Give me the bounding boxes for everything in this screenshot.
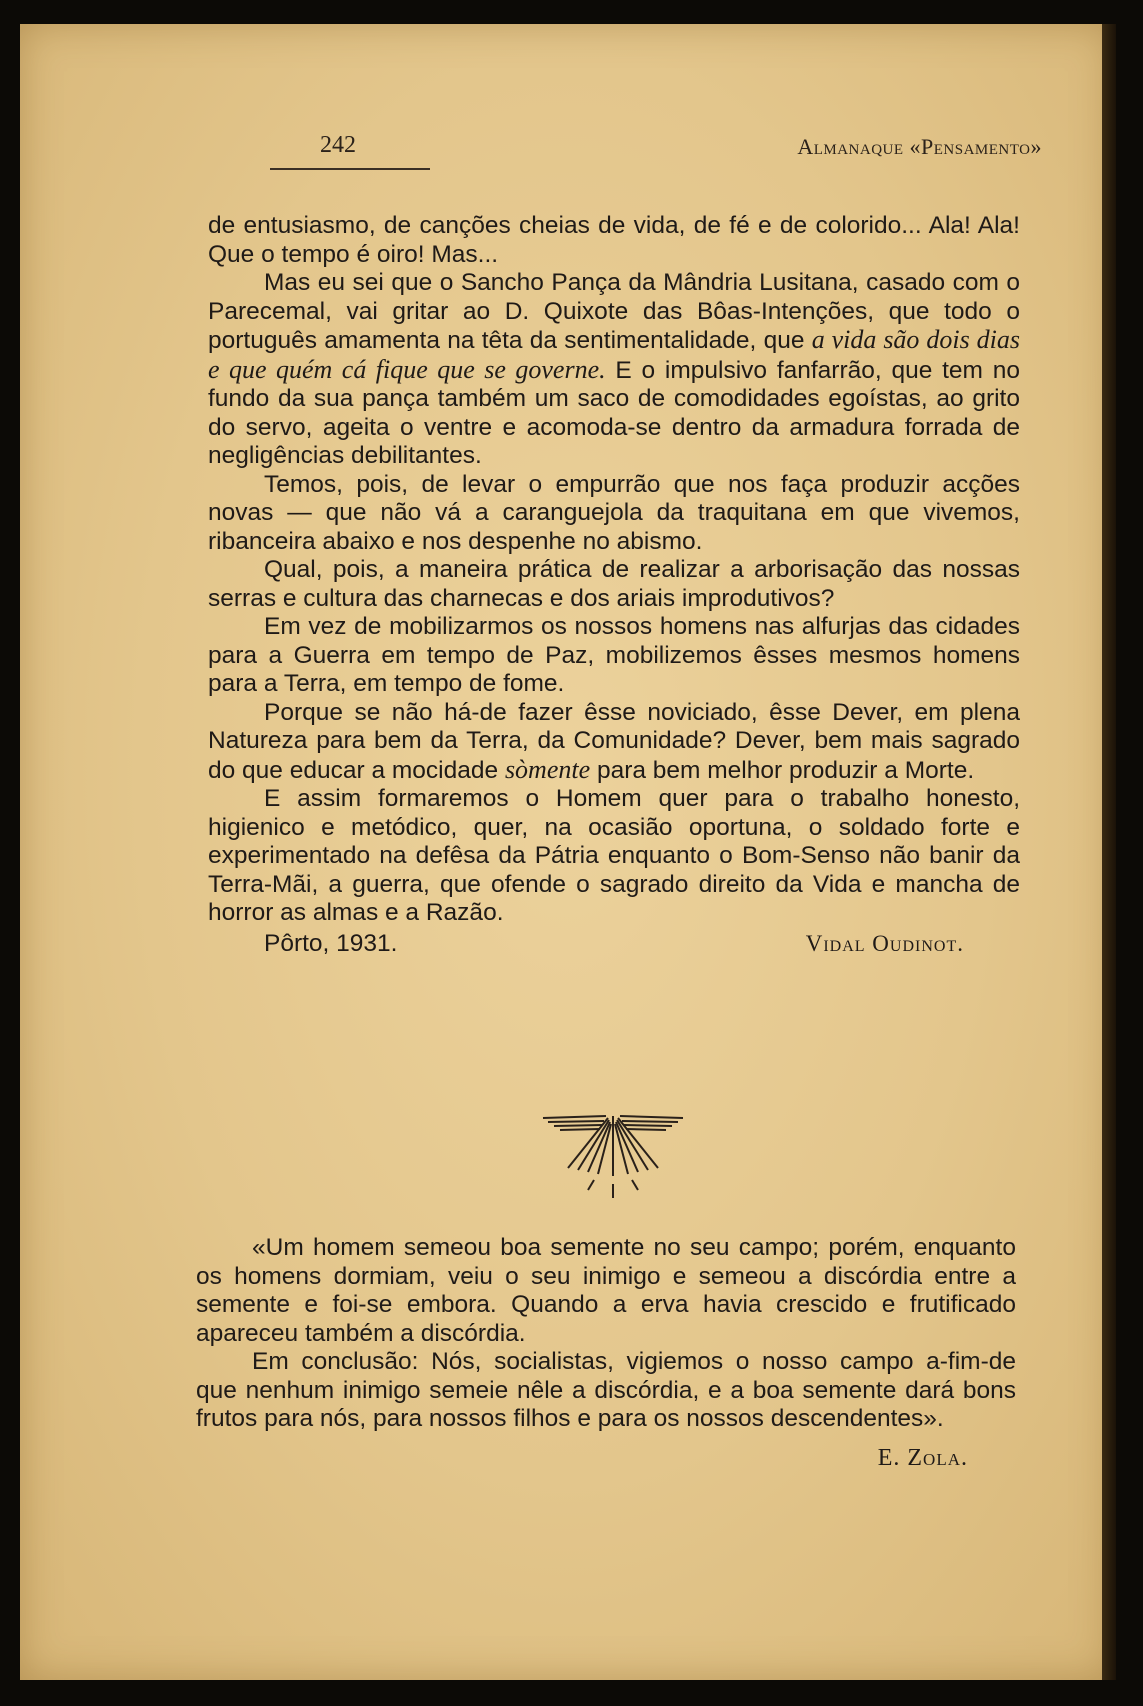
running-title: Almanaque «Pensamento» [797, 134, 1042, 159]
paragraph: «Um homem semeou boa semente no seu campo; porém, enquanto os homens dormiam, veiu o seu inimigo e semeou a discórdia entre a semente e foi-se embora. Quando a erva havia crescido e frutificado apareceu também a discórdia. [196, 1234, 1016, 1347]
page-number: 242 [320, 132, 356, 158]
paragraph: Em vez de mobilizarmos os nossos homens nas alfurjas das cidades para a Guerra em tempo de Paz, mobilizemos êsses mesmos homens para a Terra, em tempo de fome. [208, 613, 1020, 697]
paragraph: Qual, pois, a maneira prática de realizar a arborisação das nossas serras e cultura das charnecas e dos ariais improdutivos? [208, 556, 1020, 612]
text-span: Mas eu sei que o Sancho Pança da Mândria Lusitana, casado com o Parecemal, vai gritar ao D. Quixote das Bôas-Intenções, que todo o português amamenta na têta da sentimentalidade, que [208, 269, 1020, 354]
article-author: Vidal Oudinot. [805, 930, 964, 956]
paragraph: de entusiasmo, de canções cheias de vida, de fé e de colorido... Ala! Ala! Que o tempo é oiro! Mas... [208, 212, 1020, 268]
quote-author: E. Zola. [877, 1444, 968, 1471]
quote-body [196, 1234, 1016, 1472]
italic-word: sòmente [504, 754, 591, 784]
paragraph: E assim formaremos o Homem quer para o trabalho honesto, higienico e metódico, quer, na ocasião oportuna, o soldado forte e experimentado na defêsa da Pátria enquanto o Bom-Senso não banir da Terra-Mãi, a guerra, que ofende o sagrado direito da Vida e mancha de horror as almas e a Razão. [208, 785, 1020, 926]
place-date: Pôrto, 1931. [264, 929, 398, 957]
book-page [20, 24, 1112, 1680]
header-rule [270, 168, 430, 170]
italic-phrase: a vida são dois dias e que quém cá fique que se governe. [208, 325, 1020, 384]
paragraph [208, 699, 1020, 786]
signoff [208, 930, 1020, 959]
paragraph: Temos, pois, de levar o empurrão que nos faça produzir acções novas — que não vá a caranguejola da traquitana em que vivemos, ribanceira abaixo e nos despenhe no abismo. [208, 470, 1020, 555]
text-span: E o impulsivo fanfarrão, que tem no fundo da sua pança também um saco de comodidades egoístas, ao grito do servo, ageita o ventre e acomoda-se dentro da armadura forrada de negligências debilitantes. [208, 356, 1020, 469]
paragraph: Em conclusão: Nós, socialistas, vigiemos o nosso campo a-fim-de que nenhum inimigo semeie nêle a discórdia, e a boa semente dará bons frutos para nós, para nossos filhos e para os nossos descendentes». [196, 1348, 1016, 1432]
fleuron-ornament-icon [538, 1110, 688, 1202]
text-span: Porque se não há-de fazer êsse noviciado, êsse Dever, em plena Natureza para bem da Terra, da Comunidade? Dever, bem mais sagrado do que educar a mocidade [208, 698, 1020, 784]
text-span: para bem melhor produzir a Morte. [590, 756, 975, 784]
page-header [20, 110, 1112, 170]
article-body [208, 212, 1020, 958]
page-edge [1102, 24, 1116, 1680]
paragraph [208, 269, 1020, 471]
